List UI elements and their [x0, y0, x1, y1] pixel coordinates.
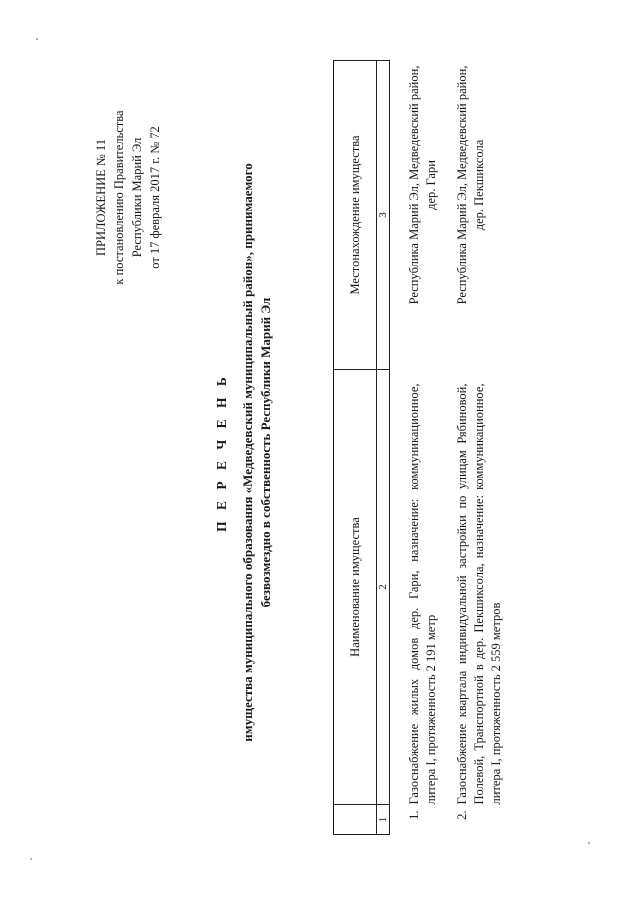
table-row	[390, 61, 441, 835]
column-number-1: 1	[377, 805, 390, 835]
row-property-name: Газоснабжение жилых домов дер. Гари, назначение: коммуникационное, литера I, протяженность 2 191 метр	[407, 383, 438, 805]
scan-speck	[36, 38, 38, 40]
row-number: 2.	[455, 810, 469, 820]
row-property-location: Республика Марий Эл, Медведевский район, дер. Гари	[407, 65, 438, 305]
column-number-2: 2	[377, 370, 390, 805]
document-subtitle-line-2: безвозмездно в собственность Республики Марий Эл	[258, 297, 273, 608]
row-number: 1.	[407, 810, 421, 820]
header-cell-number	[334, 805, 377, 835]
document-subtitle-line-1: имущества муниципального образования «Медведевский муниципальный район», принимаемого	[240, 163, 255, 742]
document-title-block	[212, 0, 275, 905]
document-heading: П Е Р Е Ч Е Н Ь	[214, 373, 229, 532]
scan-speck	[588, 842, 590, 844]
appendix-block	[92, 90, 164, 305]
appendix-line-2: Республики Марий Эл	[130, 137, 144, 258]
property-table	[333, 60, 505, 835]
table-header-row	[334, 61, 377, 835]
row-property-name: Газоснабжение квартала индивидуальной застройки по улицам Рябиновой, Полевой, Транспортной в дер. Пекшиксола, назначение: коммуникационное, литера I, протяженность 2 559 метров	[455, 383, 503, 805]
header-cell-location: Местонахождение имущества	[334, 61, 377, 370]
header-cell-name: Наименование имущества	[334, 370, 377, 805]
column-number-row	[377, 61, 390, 835]
appendix-title: ПРИЛОЖЕНИЕ № 11	[94, 139, 108, 256]
appendix-line-1: к постановлению Правительства	[112, 110, 126, 285]
scan-speck	[30, 858, 32, 860]
table-row	[440, 61, 505, 835]
column-number-3: 3	[377, 61, 390, 370]
appendix-line-3: от 17 февраля 2017 г. № 72	[148, 126, 162, 269]
row-property-location: Республика Марий Эл, Медведевский район, дер. Пекшиксола	[455, 65, 486, 305]
